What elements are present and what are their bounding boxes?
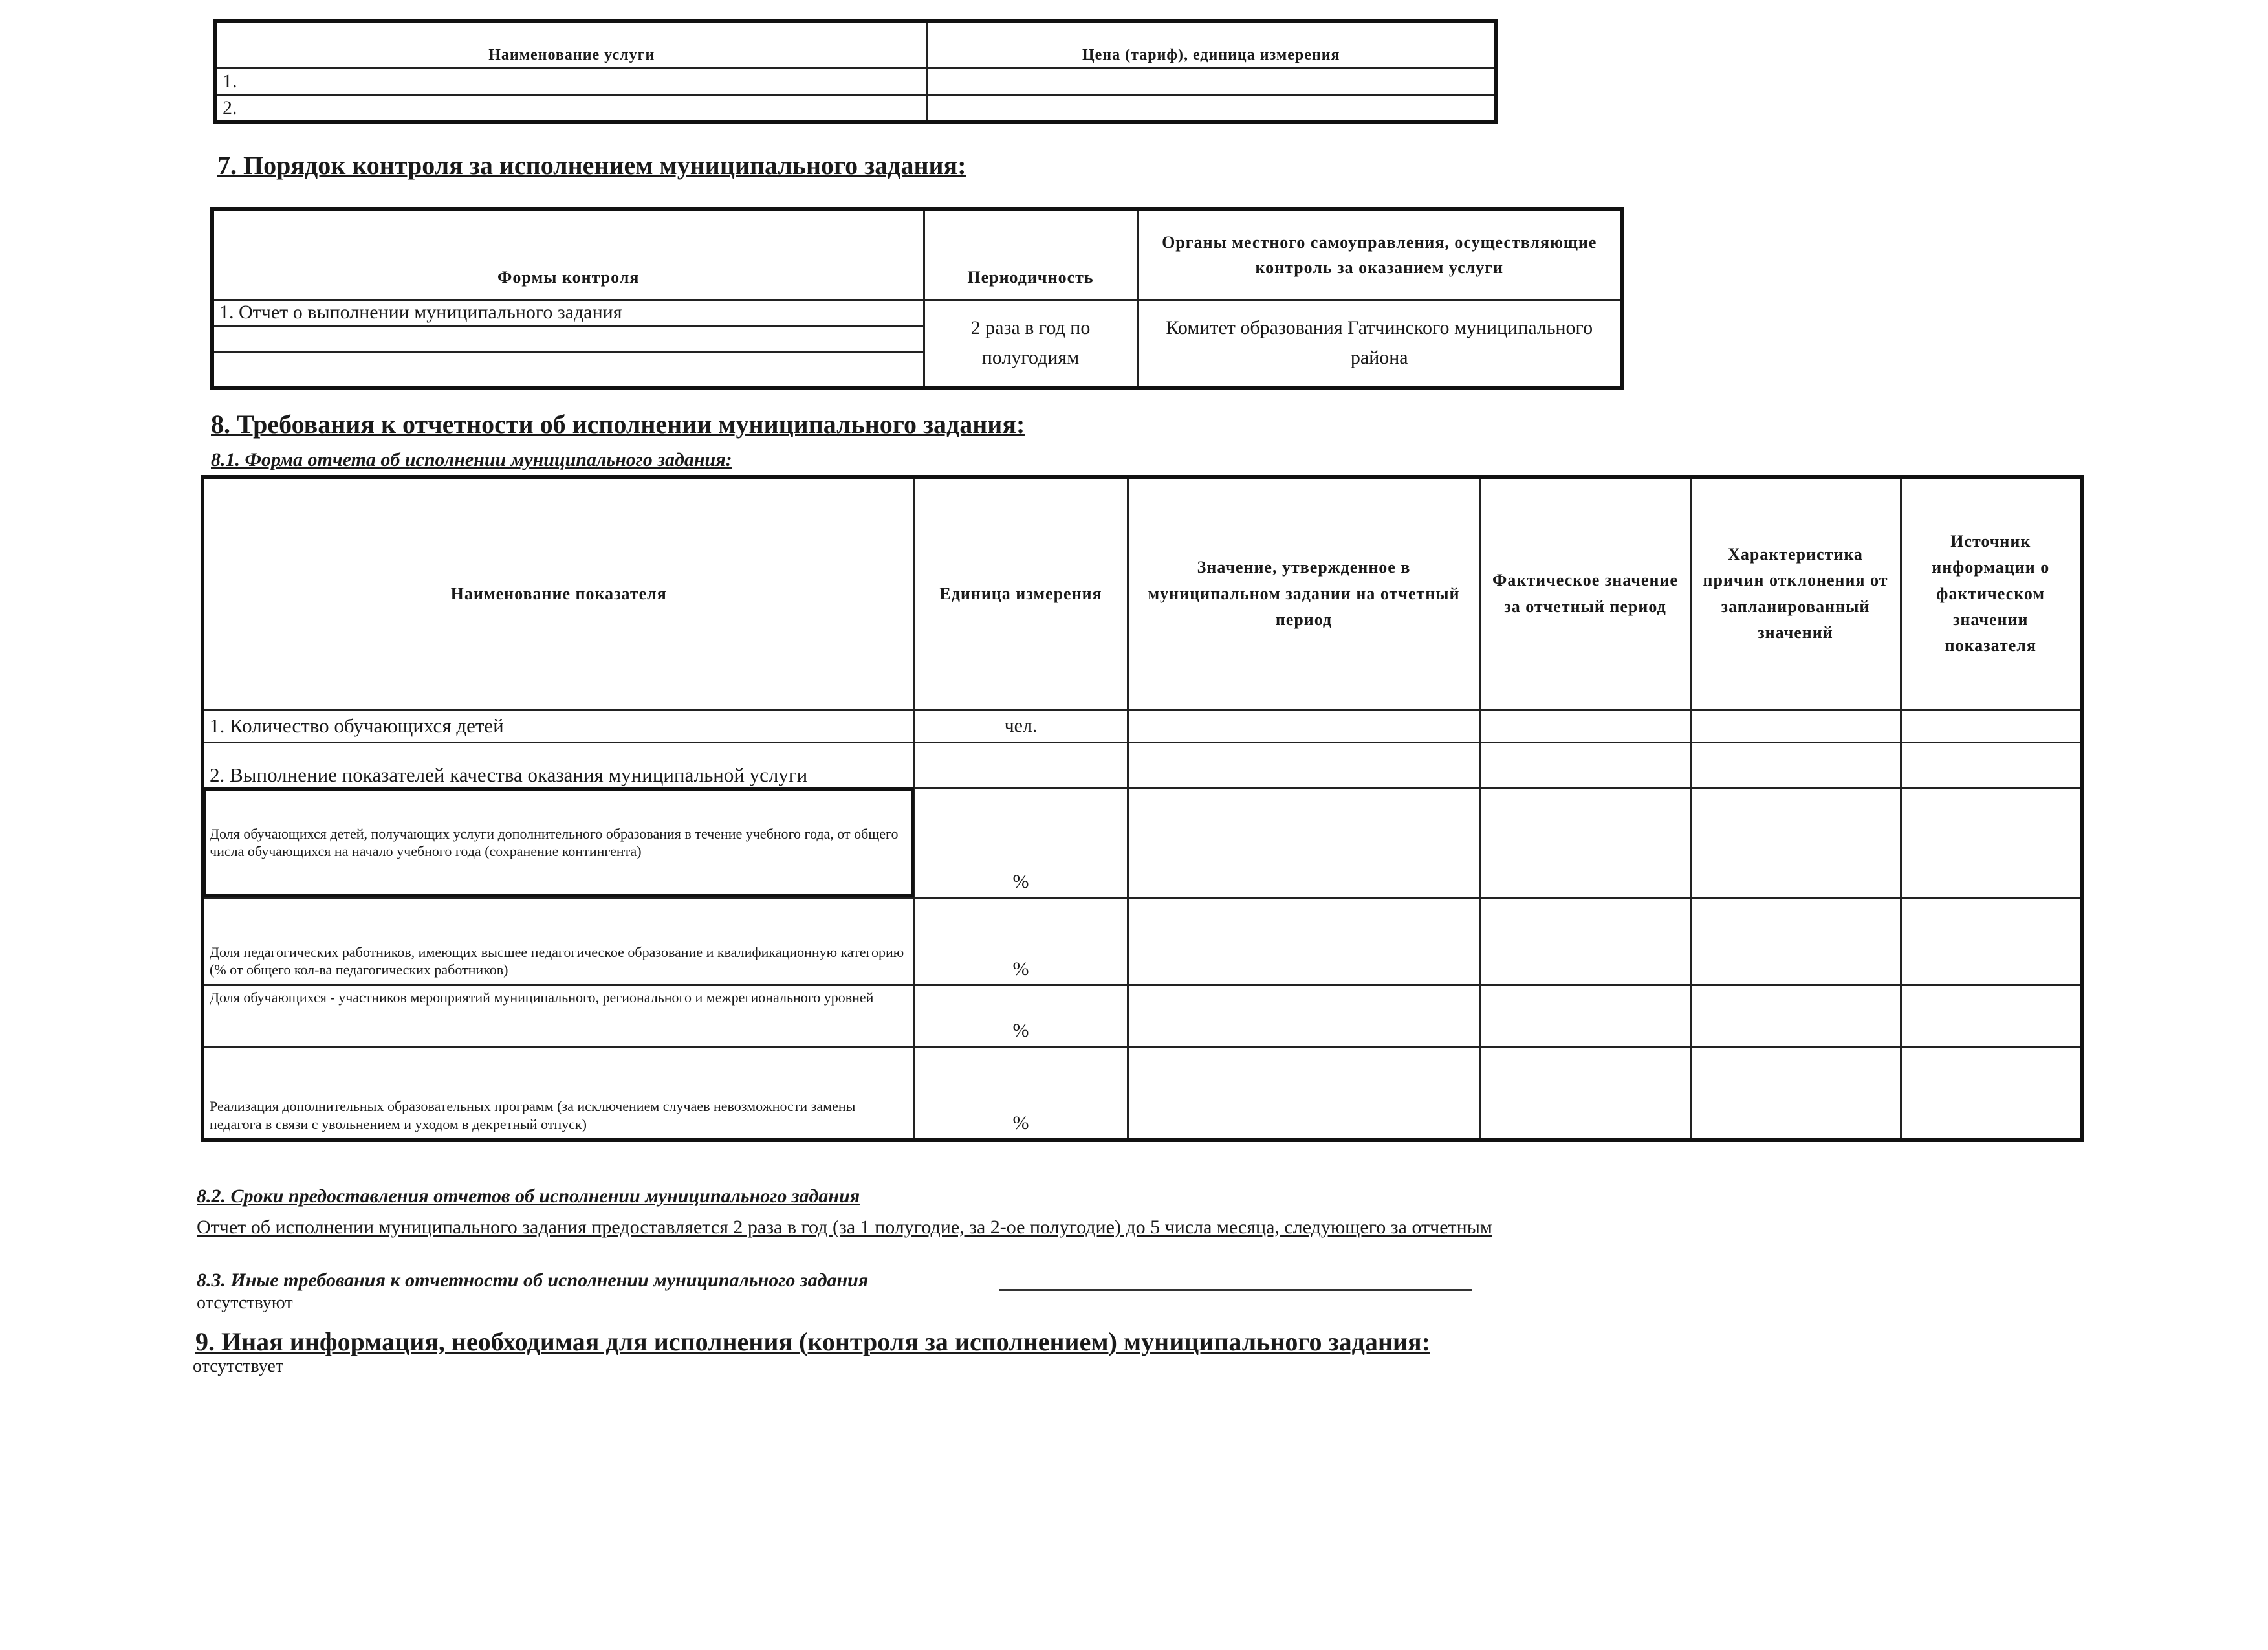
table-cell xyxy=(927,68,1496,95)
section-8-3-heading: 8.3. Иные требования к отчетности об исполнении муниципального задания xyxy=(197,1270,869,1291)
section-8-heading: 8. Требования к отчетности об исполнении муниципального задания: xyxy=(211,410,1025,439)
table-row: 2. xyxy=(215,95,927,122)
table-row: 1. xyxy=(215,68,927,95)
periodicity-header: Периодичность xyxy=(924,209,1137,300)
control-form-1: 1. Отчет о выполнении муниципального задания xyxy=(212,300,924,325)
fill-line xyxy=(999,1289,1472,1291)
control-table xyxy=(210,207,1624,390)
section-8-3-text: отсутствуют xyxy=(197,1293,293,1313)
unit-cell: % xyxy=(914,787,1128,897)
table-row: Доля обучающихся детей, получающих услуги дополнительного образования в течение учебного года, от общего числа обучающихся на начало учебного года (сохранение контингента) xyxy=(202,787,914,897)
section-8-1-heading: 8.1. Форма отчета об исполнении муниципального задания: xyxy=(211,449,732,470)
section-8-2-text: Отчет об исполнении муниципального задания предоставляется 2 раза в год (за 1 полугодие, за 2-ое полугодие) до 5 числа месяца, следующего за отчетным xyxy=(197,1216,1492,1238)
table-row: 2. Выполнение показателей качества оказания муниципальной услуги xyxy=(202,742,914,787)
unit-cell xyxy=(914,742,1128,787)
service-price-table xyxy=(213,19,1498,124)
actual-value-header: Фактическое значение за отчетный период xyxy=(1480,477,1690,710)
periodicity-value: 2 раза в год по полугодиям xyxy=(924,300,1137,388)
table-row: Доля обучающихся - участников мероприятий муниципального, регионального и межрегионального уровней xyxy=(202,985,914,1046)
organs-header: Органы местного самоуправления, осуществляющие контроль за оказанием услуги xyxy=(1137,209,1622,300)
organ-value: Комитет образования Гатчинского муниципального района xyxy=(1137,300,1622,388)
table-cell xyxy=(212,351,924,388)
table-row: Доля педагогических работников, имеющих высшее педагогическое образование и квалификационную категорию (% от общего кол-ва педагогических работников) xyxy=(202,897,914,985)
table-cell xyxy=(927,95,1496,122)
report-form-table xyxy=(201,475,2084,1142)
unit-cell: % xyxy=(914,1046,1128,1140)
forms-header: Формы контроля xyxy=(212,209,924,300)
info-source-header: Источник информации о фактическом значении показателя xyxy=(1901,477,2082,710)
table-row: 1. Количество обучающихся детей xyxy=(202,710,914,742)
approved-value-header: Значение, утвержденное в муниципальном задании на отчетный период xyxy=(1128,477,1480,710)
unit-cell: % xyxy=(914,985,1128,1046)
unit-header: Единица измерения xyxy=(914,477,1128,710)
deviation-reason-header: Характеристика причин отклонения от запланированный значений xyxy=(1690,477,1901,710)
price-header: Цена (тариф), единица измерения xyxy=(927,21,1496,68)
section-7-heading: 7. Порядок контроля за исполнением муниципального задания: xyxy=(217,151,966,180)
unit-cell: % xyxy=(914,897,1128,985)
table-cell xyxy=(212,325,924,351)
section-8-2-heading: 8.2. Сроки предоставления отчетов об исполнении муниципального задания xyxy=(197,1185,860,1207)
table-row: Реализация дополнительных образовательных программ (за исключением случаев невозможности замены педагога в связи с увольнением и уходом в декретный отпуск) xyxy=(202,1046,914,1140)
section-9-text: отсутствует xyxy=(193,1356,284,1376)
unit-cell: чел. xyxy=(914,710,1128,742)
service-name-header: Наименование услуги xyxy=(215,21,927,68)
indicator-name-header: Наименование показателя xyxy=(202,477,914,710)
section-9-heading: 9. Иная информация, необходимая для исполнения (контроля за исполнением) муниципального задания: xyxy=(195,1327,1430,1356)
